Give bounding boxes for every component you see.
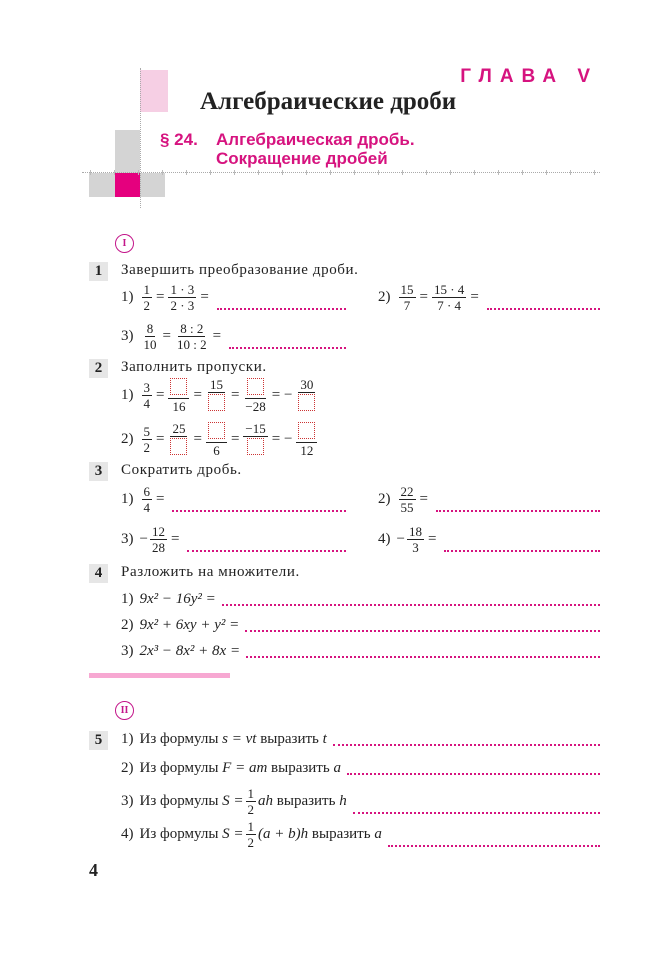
tick-mark bbox=[162, 170, 163, 175]
blank-box[interactable] bbox=[208, 394, 225, 411]
tick-mark bbox=[330, 170, 331, 175]
task-3-item-2: 2) $\frac{22}{55}$ = bbox=[378, 485, 600, 514]
task-number-1: 1 bbox=[89, 262, 108, 281]
answer-line[interactable] bbox=[187, 550, 346, 552]
decor-vertical-dotted-line bbox=[140, 68, 141, 208]
fraction: $\frac{1}{2}$ bbox=[143, 282, 150, 313]
decor-pink-block bbox=[140, 70, 168, 112]
section-divider-bar bbox=[89, 673, 230, 678]
answer-line[interactable] bbox=[222, 604, 600, 606]
tick-mark bbox=[426, 170, 427, 175]
chapter-label: ГЛАВА V bbox=[460, 66, 598, 87]
task-1-item-2: 2) $\frac{15}{7}$ = $\frac{15 \cdot 4}{7 \cdot 4}$ = bbox=[378, 283, 600, 312]
tick-mark bbox=[498, 170, 499, 175]
tick-mark bbox=[354, 170, 355, 175]
answer-line[interactable] bbox=[388, 845, 600, 847]
answer-line[interactable] bbox=[487, 308, 600, 310]
task-1-text: Завершить преобразование дроби. bbox=[121, 262, 359, 278]
task-5-item-2: 2) Из формулы F = am выразить a bbox=[121, 760, 600, 777]
level-2-badge: II bbox=[115, 701, 134, 720]
answer-line[interactable] bbox=[246, 656, 600, 658]
blank-box[interactable] bbox=[298, 422, 315, 439]
task-4-item-3: 3) 2x³ − 8x² + 8x = bbox=[121, 643, 600, 660]
tick-mark bbox=[450, 170, 451, 175]
fraction: $\frac{15}{7}$ bbox=[400, 282, 414, 313]
section-number: § 24. bbox=[160, 130, 198, 149]
task-3-item-3: 3) − $\frac{12}{28}$ = bbox=[121, 525, 346, 554]
task-number-4: 4 bbox=[89, 564, 108, 583]
tick-mark bbox=[402, 170, 403, 175]
answer-line[interactable] bbox=[245, 630, 600, 632]
tick-mark bbox=[474, 170, 475, 175]
level-1-badge: I bbox=[115, 234, 134, 253]
fraction: $\frac{15 \cdot 4}{7 \cdot 4}$ bbox=[433, 282, 465, 313]
blank-box[interactable] bbox=[298, 394, 315, 411]
decor-magenta-square bbox=[115, 173, 140, 197]
tick-mark bbox=[306, 170, 307, 175]
tick-mark bbox=[546, 170, 547, 175]
task-1-item-1: 1) $\frac{1}{2}$ = $\frac{1 \cdot 3}{2 \cdot 3}$ = bbox=[121, 283, 346, 312]
blank-box[interactable] bbox=[170, 438, 187, 455]
section-title-line2: Сокращение дробей bbox=[216, 149, 388, 168]
task-5-item-4: 4) Из формулы S = $\frac{1}{2}$ (a + b)h выразить a bbox=[121, 820, 600, 849]
task-3-item-1: 1) $\frac{6}{4}$ = bbox=[121, 485, 346, 514]
tick-mark bbox=[258, 170, 259, 175]
tick-mark bbox=[570, 170, 571, 175]
decor-horizontal-dotted-line bbox=[82, 172, 600, 173]
fraction: $\frac{1 \cdot 3}{2 \cdot 3}$ bbox=[170, 282, 195, 313]
answer-line[interactable] bbox=[444, 550, 600, 552]
tick-mark bbox=[282, 170, 283, 175]
task-2-item-1: 1) $\frac{3}{4}$ = 16 = 15 = −28 = − 30 bbox=[121, 377, 314, 414]
fraction: $\frac{8 : 2}{10 : 2}$ bbox=[176, 321, 207, 352]
blank-box[interactable] bbox=[247, 378, 264, 395]
chapter-title: Алгебраические дроби bbox=[200, 88, 457, 115]
answer-line[interactable] bbox=[172, 510, 346, 512]
task-3-item-4: 4) − $\frac{18}{3}$ = bbox=[378, 525, 600, 554]
task-number-5: 5 bbox=[89, 731, 108, 750]
tick-mark bbox=[186, 170, 187, 175]
answer-line[interactable] bbox=[229, 347, 346, 349]
tick-mark bbox=[90, 170, 91, 175]
decor-grey-block bbox=[115, 130, 140, 173]
answer-line[interactable] bbox=[217, 308, 346, 310]
tick-mark bbox=[522, 170, 523, 175]
blank-box[interactable] bbox=[170, 378, 187, 395]
tick-mark bbox=[210, 170, 211, 175]
tick-mark bbox=[594, 170, 595, 175]
task-2-item-2: 2) $\frac{5}{2}$ = 25 = 6 = −15 = − 12 bbox=[121, 422, 319, 457]
task-5-item-3: 3) Из формулы S = $\frac{1}{2}$ ah выразить h bbox=[121, 787, 600, 816]
blank-box[interactable] bbox=[247, 438, 264, 455]
blank-box[interactable] bbox=[208, 422, 225, 439]
fraction: $\frac{8}{10}$ bbox=[143, 321, 157, 352]
answer-line[interactable] bbox=[436, 510, 600, 512]
section-heading bbox=[160, 130, 415, 168]
task-4-text: Разложить на множители. bbox=[121, 564, 300, 580]
task-5-item-1: 1) Из формулы s = vt выразить t bbox=[121, 731, 600, 748]
task-2-text: Заполнить пропуски. bbox=[121, 359, 267, 375]
section-title-line1: Алгебраическая дробь. bbox=[216, 130, 415, 149]
task-number-2: 2 bbox=[89, 359, 108, 378]
answer-line[interactable] bbox=[353, 812, 600, 814]
task-3-text: Сократить дробь. bbox=[121, 462, 242, 478]
task-1-item-3: 3) $\frac{8}{10}$ = $\frac{8 : 2}{10 : 2}$ = bbox=[121, 322, 346, 351]
page-number: 4 bbox=[89, 860, 98, 880]
tick-mark bbox=[114, 170, 115, 175]
answer-line[interactable] bbox=[333, 744, 600, 746]
tick-mark bbox=[234, 170, 235, 175]
task-4-item-2: 2) 9x² + 6xy + y² = bbox=[121, 617, 600, 634]
tick-mark bbox=[138, 170, 139, 175]
tick-mark bbox=[378, 170, 379, 175]
task-4-item-1: 1) 9x² − 16y² = bbox=[121, 591, 600, 608]
task-number-3: 3 bbox=[89, 462, 108, 481]
answer-line[interactable] bbox=[347, 773, 600, 775]
